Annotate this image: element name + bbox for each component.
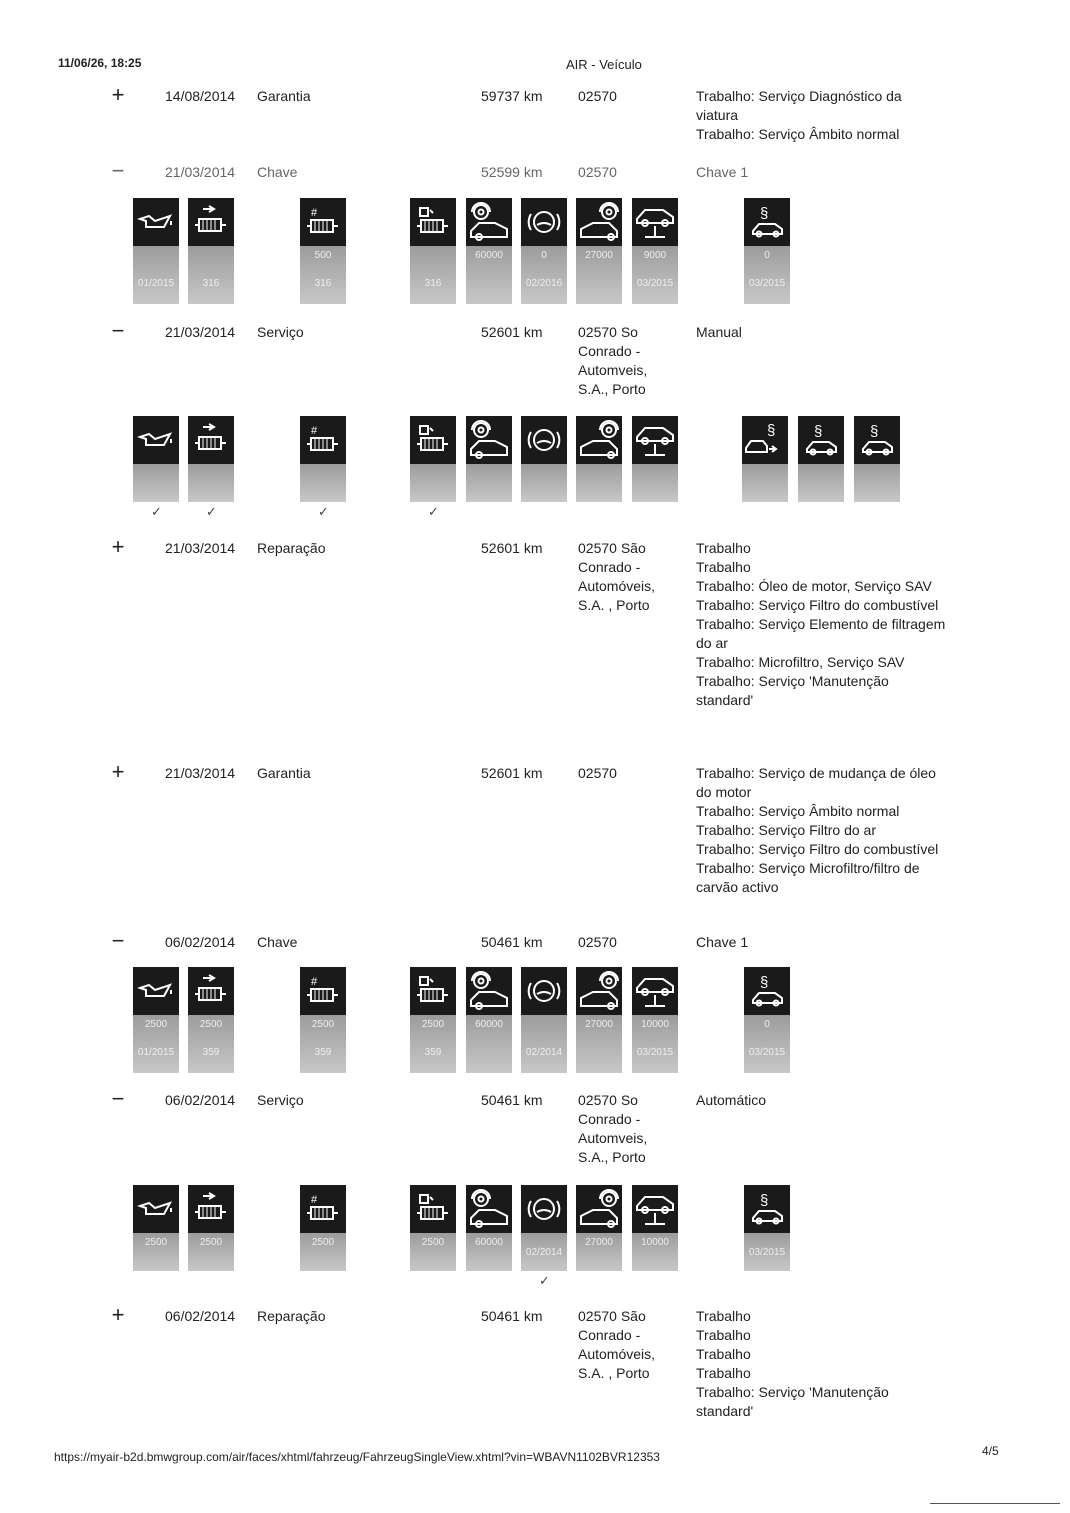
tile-remaining-value: 2500 <box>144 1237 168 1248</box>
svg-text:§: § <box>870 423 879 440</box>
diesel-filter-icon <box>410 1185 456 1233</box>
tile-remaining-value: 2500 <box>144 1019 168 1030</box>
entry-mileage: 50461 km <box>481 1092 543 1108</box>
entry-type: Reparação <box>257 540 326 556</box>
service-indicator-tile <box>466 1185 512 1271</box>
service-indicator-row <box>0 967 1070 1073</box>
air-filter-icon <box>188 198 234 246</box>
expand-toggle-button[interactable]: − <box>111 928 125 953</box>
tile-due-value: 359 <box>314 1047 332 1058</box>
entry-type: Garantia <box>257 765 311 781</box>
service-indicator-tile <box>521 1185 567 1271</box>
service-indicator-tile <box>632 416 678 502</box>
entry-type: Chave <box>257 934 298 950</box>
service-indicator-tile <box>300 198 346 304</box>
front-brake-icon <box>466 198 512 246</box>
completed-check-icon: ✓ <box>206 504 217 519</box>
service-indicator-tile <box>854 416 900 502</box>
fuel-filter-icon <box>300 1185 346 1233</box>
tile-remaining-value: 10000 <box>641 1237 669 1248</box>
dealer-line: 02570 <box>578 88 617 104</box>
tile-due-value: 03/2015 <box>748 278 786 289</box>
diesel-filter-icon <box>410 967 456 1015</box>
tile-due-value: 03/2015 <box>636 1047 674 1058</box>
svg-text:§: § <box>760 1192 769 1209</box>
inspection-icon <box>744 1185 790 1233</box>
entry-description <box>696 539 946 710</box>
tile-due-value: 359 <box>202 1047 220 1058</box>
expand-toggle-button[interactable]: − <box>111 1086 125 1111</box>
description-line: Trabalho: Serviço 'Manutenção standard' <box>696 673 889 708</box>
entry-mileage: 52601 km <box>481 540 543 556</box>
tile-due-value: 316 <box>202 278 220 289</box>
tile-remaining-value: 60000 <box>475 250 503 261</box>
vehicle-check-icon <box>632 1185 678 1233</box>
tile-remaining-value: 9000 <box>643 250 667 261</box>
dealer-line: 02570 So Conrado - Automveis, S.A., Porto <box>578 1092 648 1165</box>
service-indicator-tile <box>576 198 622 304</box>
completed-check-icon: ✓ <box>318 504 329 519</box>
description-line: Trabalho: Serviço Âmbito normal <box>696 803 900 819</box>
tile-remaining-value: 0 <box>541 250 547 261</box>
description-line: Trabalho: Serviço Microfiltro/filtro de carvão activo <box>696 860 920 895</box>
entry-description <box>696 764 946 897</box>
entry-description <box>696 1091 946 1110</box>
entry-type: Serviço <box>257 324 304 340</box>
service-indicator-tile <box>188 198 234 304</box>
brake-fluid-icon <box>521 416 567 464</box>
entry-mileage: 52599 km <box>481 164 543 180</box>
service-indicator-tile <box>521 198 567 304</box>
svg-text:#: # <box>311 425 318 437</box>
tile-remaining-value: 2500 <box>311 1237 335 1248</box>
tile-status-area <box>742 464 788 502</box>
tile-remaining-value: 2500 <box>421 1019 445 1030</box>
air-filter-icon <box>188 1185 234 1233</box>
description-line: Chave 1 <box>696 934 749 950</box>
description-line: Trabalho <box>696 559 751 575</box>
description-line: Trabalho: Serviço Elemento de filtragem do ar <box>696 616 946 651</box>
description-line: Trabalho: Serviço Âmbito normal <box>696 126 900 142</box>
entry-date: 21/03/2014 <box>165 164 236 180</box>
brake-fluid-icon <box>521 1185 567 1233</box>
entry-type: Chave <box>257 164 298 180</box>
tile-remaining-value: 2500 <box>311 1019 335 1030</box>
tile-status-area <box>133 246 179 304</box>
service-indicator-tile <box>300 967 346 1073</box>
entry-description <box>696 87 946 144</box>
tile-status-area <box>798 464 844 502</box>
service-indicator-tile <box>410 198 456 304</box>
print-timestamp: 11/06/26, 18:25 <box>58 56 142 70</box>
dealer-line: 02570 São Conrado - Automóveis, S.A. , Porto <box>578 540 656 613</box>
entry-type: Garantia <box>257 88 311 104</box>
oil-can-icon <box>133 967 179 1015</box>
tile-due-value: 02/2016 <box>525 278 563 289</box>
entry-dealer <box>578 1091 678 1167</box>
svg-text:#: # <box>311 976 318 988</box>
description-line: Trabalho <box>696 1308 751 1324</box>
svg-text:§: § <box>760 974 769 991</box>
service-indicator-tile <box>410 967 456 1073</box>
tile-remaining-value: 27000 <box>585 250 613 261</box>
tile-status-area <box>300 464 346 502</box>
service-indicator-tile <box>466 198 512 304</box>
svg-text:#: # <box>311 1194 318 1206</box>
dealer-line: 02570 So Conrado - Automveis, S.A., Porto <box>578 324 648 397</box>
svg-text:§: § <box>767 422 776 439</box>
svg-text:§: § <box>760 205 769 222</box>
tile-due-value: 03/2015 <box>748 1047 786 1058</box>
service-indicator-tile <box>188 1185 234 1271</box>
inspection-icon <box>744 967 790 1015</box>
air-filter-icon <box>188 416 234 464</box>
service-indicator-tile <box>632 1185 678 1271</box>
front-brake-icon <box>466 967 512 1015</box>
oil-can-icon <box>133 198 179 246</box>
entry-date: 06/02/2014 <box>165 934 236 950</box>
service-indicator-tile <box>300 416 346 502</box>
entry-mileage: 50461 km <box>481 934 543 950</box>
entry-dealer <box>578 539 678 615</box>
oil-can-icon <box>133 416 179 464</box>
entry-date: 14/08/2014 <box>165 88 236 104</box>
description-line: Chave 1 <box>696 164 749 180</box>
completed-check-icon: ✓ <box>539 1273 550 1288</box>
divider <box>930 1503 1060 1504</box>
entry-type: Reparação <box>257 1308 326 1324</box>
tile-remaining-value: 27000 <box>585 1019 613 1030</box>
service-indicator-tile <box>576 1185 622 1271</box>
tile-due-value: 316 <box>424 278 442 289</box>
description-line: Trabalho: Serviço Diagnóstico da viatura <box>696 88 902 123</box>
page-number: 4/5 <box>982 1444 999 1458</box>
entry-dealer <box>578 163 678 182</box>
dealer-line: 02570 <box>578 164 617 180</box>
entry-date: 06/02/2014 <box>165 1308 236 1324</box>
tile-due-value: 03/2015 <box>748 1247 786 1258</box>
service-indicator-tile <box>133 967 179 1073</box>
svg-text:§: § <box>814 423 823 440</box>
tile-status-area <box>576 464 622 502</box>
diesel-filter-icon <box>410 416 456 464</box>
dealer-line: 02570 <box>578 765 617 781</box>
tile-remaining-value: 60000 <box>475 1237 503 1248</box>
vehicle-check-icon <box>632 416 678 464</box>
inspection-icon <box>744 198 790 246</box>
service-indicator-tile <box>410 416 456 502</box>
tile-remaining-value: 500 <box>314 250 332 261</box>
entry-dealer <box>578 1307 678 1383</box>
entry-dealer <box>578 933 678 952</box>
service-indicator-tile <box>133 1185 179 1271</box>
service-indicator-tile <box>410 1185 456 1271</box>
tile-status-area <box>521 1015 567 1073</box>
service-indicator-row <box>0 198 1070 304</box>
fuel-filter-icon <box>300 416 346 464</box>
description-line: Trabalho <box>696 1346 751 1362</box>
entry-dealer <box>578 87 678 106</box>
front-brake-icon <box>466 1185 512 1233</box>
service-indicator-tile <box>632 967 678 1073</box>
vehicle-check-icon <box>632 198 678 246</box>
tile-remaining-value: 10000 <box>641 1019 669 1030</box>
service-indicator-tile <box>798 416 844 502</box>
service-indicator-tile <box>521 416 567 502</box>
description-line: Automático <box>696 1092 767 1108</box>
expand-toggle-button[interactable]: + <box>111 82 125 107</box>
service-indicator-tile <box>300 1185 346 1271</box>
tile-due-value: 01/2015 <box>137 278 175 289</box>
air-filter-icon <box>188 967 234 1015</box>
tile-due-value: 316 <box>314 278 332 289</box>
description-line: Trabalho: Serviço Filtro do ar <box>696 822 876 838</box>
entry-dealer <box>578 323 678 399</box>
tile-status-area <box>466 464 512 502</box>
tile-remaining-value: 2500 <box>199 1237 223 1248</box>
tile-due-value: 01/2015 <box>137 1047 175 1058</box>
service-indicator-tile <box>576 967 622 1073</box>
description-line: Trabalho <box>696 1365 751 1381</box>
tile-remaining-value: 0 <box>764 1019 770 1030</box>
expand-toggle-button[interactable]: − <box>111 318 125 343</box>
description-line: Trabalho: Serviço Filtro do combustível <box>696 841 939 857</box>
tile-status-area <box>410 464 456 502</box>
expand-toggle-button[interactable]: + <box>111 1302 125 1327</box>
entry-mileage: 52601 km <box>481 765 543 781</box>
fuel-filter-icon <box>300 967 346 1015</box>
service-indicator-tile <box>576 416 622 502</box>
entry-date: 06/02/2014 <box>165 1092 236 1108</box>
tile-status-area <box>854 464 900 502</box>
description-line: Trabalho <box>696 1327 751 1343</box>
inspection-icon <box>854 416 900 464</box>
description-line: Trabalho: Microfiltro, Serviço SAV <box>696 654 905 670</box>
tile-due-value: 02/2014 <box>525 1247 563 1258</box>
tile-status-area <box>188 246 234 304</box>
description-line: Manual <box>696 324 742 340</box>
tile-remaining-value: 27000 <box>585 1237 613 1248</box>
entry-date: 21/03/2014 <box>165 540 236 556</box>
completed-check-icon: ✓ <box>428 504 439 519</box>
entry-date: 21/03/2014 <box>165 324 236 340</box>
rear-brake-icon <box>576 967 622 1015</box>
tile-status-area <box>521 464 567 502</box>
description-line: Trabalho: Óleo de motor, Serviço SAV <box>696 578 932 594</box>
expand-toggle-button[interactable]: + <box>111 759 125 784</box>
description-line: Trabalho: Serviço 'Manutenção standard' <box>696 1384 889 1419</box>
entry-date: 21/03/2014 <box>165 765 236 781</box>
service-indicator-tile <box>632 198 678 304</box>
entry-description <box>696 163 946 182</box>
entry-description <box>696 933 946 952</box>
service-indicator-tile <box>133 416 179 502</box>
service-indicator-tile <box>188 416 234 502</box>
completed-check-icon: ✓ <box>151 504 162 519</box>
service-indicator-tile <box>744 198 790 304</box>
brake-fluid-icon <box>521 967 567 1015</box>
rear-brake-icon <box>576 198 622 246</box>
tile-due-value: 359 <box>424 1047 442 1058</box>
entry-description <box>696 1307 946 1421</box>
entry-description <box>696 323 946 342</box>
description-line: Trabalho: Serviço Filtro do combustível <box>696 597 939 613</box>
diesel-filter-icon <box>410 198 456 246</box>
entry-mileage: 50461 km <box>481 1308 543 1324</box>
svg-text:#: # <box>311 207 318 219</box>
expand-toggle-button[interactable]: + <box>111 534 125 559</box>
tile-remaining-value: 0 <box>764 250 770 261</box>
tile-status-area <box>188 464 234 502</box>
service-indicator-tile <box>744 1185 790 1271</box>
service-indicator-tile <box>466 416 512 502</box>
entry-type: Serviço <box>257 1092 304 1108</box>
service-indicator-tile <box>466 967 512 1073</box>
tile-due-value: 03/2015 <box>636 278 674 289</box>
entry-mileage: 59737 km <box>481 88 543 104</box>
tile-remaining-value: 2500 <box>421 1237 445 1248</box>
exhaust-inspection-icon <box>742 416 788 464</box>
tile-remaining-value: 2500 <box>199 1019 223 1030</box>
vehicle-check-icon <box>632 967 678 1015</box>
tile-status-area <box>632 464 678 502</box>
rear-brake-icon <box>576 1185 622 1233</box>
service-indicator-tile <box>742 416 788 502</box>
tile-status-area <box>410 246 456 304</box>
description-line: Trabalho: Serviço de mudança de óleo do motor <box>696 765 936 800</box>
description-line: Trabalho <box>696 540 751 556</box>
entry-dealer <box>578 764 678 783</box>
brake-fluid-icon <box>521 198 567 246</box>
expand-toggle-button[interactable]: − <box>111 158 125 183</box>
oil-can-icon <box>133 1185 179 1233</box>
tile-remaining-value: 60000 <box>475 1019 503 1030</box>
fuel-filter-icon <box>300 198 346 246</box>
dealer-line: 02570 <box>578 934 617 950</box>
tile-due-value: 02/2014 <box>525 1047 563 1058</box>
service-indicator-tile <box>133 198 179 304</box>
dealer-line: 02570 São Conrado - Automóveis, S.A. , Porto <box>578 1308 656 1381</box>
service-indicator-row <box>0 1185 1070 1288</box>
service-indicator-tile <box>744 967 790 1073</box>
tile-status-area <box>133 464 179 502</box>
service-indicator-tile <box>188 967 234 1073</box>
front-brake-icon <box>466 416 512 464</box>
inspection-icon <box>798 416 844 464</box>
service-indicator-tile <box>521 967 567 1073</box>
footer-url[interactable]: https://myair-b2d.bmwgroup.com/air/faces/xhtml/fahrzeug/FahrzeugSingleView.xhtml?vin=WBAVN1102BVR12353 <box>54 1450 660 1464</box>
rear-brake-icon <box>576 416 622 464</box>
service-indicator-row <box>0 416 1070 519</box>
entry-mileage: 52601 km <box>481 324 543 340</box>
page-title: AIR - Veículo <box>566 57 642 72</box>
